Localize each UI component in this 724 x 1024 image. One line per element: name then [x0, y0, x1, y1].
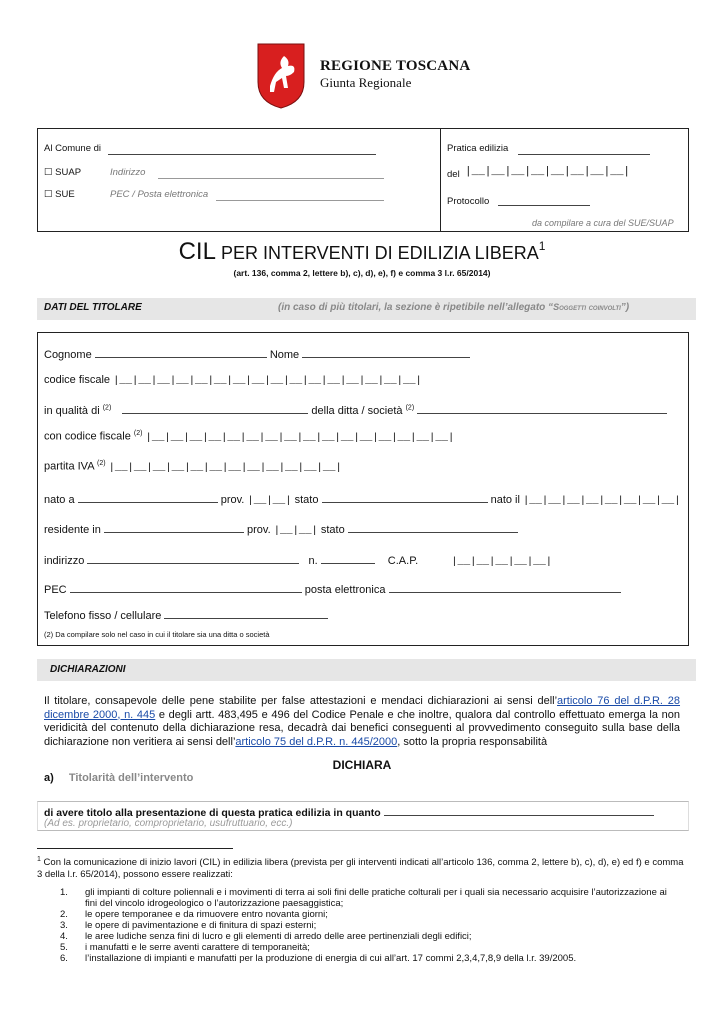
comune-label: Al Comune di	[44, 143, 102, 154]
box-divider	[440, 129, 441, 231]
footnote-list-item	[60, 953, 680, 964]
footnote-list-item	[60, 909, 680, 920]
protocollo-field[interactable]	[498, 195, 590, 206]
ditta-field[interactable]	[417, 403, 667, 414]
qualita-label: in qualità di	[44, 405, 100, 417]
footnote-list-item	[60, 931, 680, 942]
cap-cells[interactable]: |__|__|__|__|__|	[451, 556, 553, 568]
footnote-list-number: 2.	[60, 909, 68, 920]
titolare-heading: DATI DEL TITOLARE	[44, 302, 142, 313]
pec-titolare-label: PEC	[44, 584, 67, 596]
footnote-number: 1	[37, 856, 41, 863]
numero-field[interactable]	[321, 553, 375, 564]
footnote-list-item	[60, 942, 680, 953]
nascita-stato-label: stato	[294, 494, 319, 506]
document-title	[0, 238, 724, 266]
footnote-list-number: 6.	[60, 953, 68, 964]
del-date-cells[interactable]: |__|__|__|__|__|__|__|__|	[465, 166, 631, 178]
row-telefono	[44, 608, 328, 622]
pec-field[interactable]	[216, 188, 384, 201]
footnote	[37, 854, 685, 881]
suap-checkbox[interactable]: ☐ SUAP	[44, 167, 82, 178]
footnote-list-item	[60, 920, 680, 931]
codice-fiscale-cells[interactable]: |__|__|__|__|__|__|__|__|__|__|__|__|__|__|__|__|	[113, 375, 422, 387]
link-art75[interactable]: articolo 75 del d.P.R. n. 445/2000	[235, 735, 398, 748]
pratica-label: Pratica edilizia	[447, 143, 509, 154]
footnote-list-number: 3.	[60, 920, 68, 931]
residente-label: residente in	[44, 524, 101, 536]
nato-il-cells[interactable]: |__|__|__|__|__|__|__|__|	[523, 495, 681, 507]
link-art76[interactable]: articolo 76 del d.P.R. 28 dicembre 2000, n. 445	[44, 695, 681, 721]
nato-a-label: nato a	[44, 494, 75, 506]
nato-a-field[interactable]	[78, 492, 218, 503]
footnote-list-text: l’installazione di impianti e manufatti per la produzione di energia di cui all’art. 17 commi 2,3,4,7,8,9 della l.r. 39/2005.	[85, 953, 577, 964]
titolo-row	[44, 805, 654, 819]
telefono-label: Telefono fisso / cellulare	[44, 610, 162, 622]
indirizzo-field[interactable]	[158, 166, 384, 179]
sue-suap-note: da compilare a cura del SUE/SUAP	[532, 218, 674, 228]
titolare-note-2: (2) Da compilare solo nel caso in cui il titolare sia una ditta o società	[44, 630, 270, 639]
ditta-label: della ditta / società	[311, 405, 403, 417]
nome-label: Nome	[269, 349, 300, 361]
cognome-field[interactable]	[95, 347, 267, 358]
row-cognome	[44, 347, 470, 361]
declaration-paragraph: Il titolare, consapevole delle pene stabilite per false attestazioni e mendaci dichiarazioni ai sensi dell’articolo 76 del d.P.R. 28 dicembre 2000, n. 445 e degli artt. 483,495 e 496 del Codice Penale e che inoltre, qualora dal controllo effettuato emerga la non veridicità del contenuto della dichiarazione resa, decadrà dai benefici conseguenti al provvedimento conseguito sulla base della dichiarazione non veritiera ai sensi dell’articolo 75 del d.P.R. n. 445/2000, sotto la propria responsabilità	[44, 695, 681, 748]
row-residenza	[44, 522, 518, 537]
footnote-list-item	[60, 887, 680, 909]
section-a-title: Titolarità dell’intervento	[68, 772, 194, 784]
row-indirizzo	[44, 553, 552, 568]
qualita-field[interactable]	[122, 403, 308, 414]
protocollo-label: Protocollo	[447, 196, 490, 207]
row-qualita: in qualità di $^{(2)}$ della ditta / società $^{(2)}$	[44, 403, 667, 417]
nato-il-label: nato il	[490, 494, 520, 506]
codice-fiscale-label: codice fiscale	[44, 374, 111, 386]
comune-field[interactable]	[108, 142, 376, 155]
footnote-text: Con la comunicazione di inizio lavori (CIL) in edilizia libera (prevista per gli interventi indicati all’articolo 136, comma 2, lettere b), c), d), e) ed f) e comma 3 della l.r. 65/2014), possono essere realizzati:	[37, 857, 684, 881]
con-cf-label: con codice fiscale	[44, 430, 131, 443]
title-cil: CIL	[178, 238, 216, 265]
residenza-stato-field[interactable]	[348, 522, 518, 533]
cognome-label: Cognome	[44, 349, 92, 361]
title-footnote-ref: 1	[538, 239, 546, 253]
footnote-list-text: le opere di pavimentazione e di finitura di spazi esterni;	[85, 920, 317, 931]
piva-cells[interactable]: |__|__|__|__|__|__|__|__|__|__|__|__|	[108, 461, 342, 474]
row-nascita	[44, 492, 681, 507]
dichiarazioni-section-header	[37, 659, 696, 681]
row-pec	[44, 582, 621, 596]
indirizzo-label: indirizzo	[44, 555, 85, 567]
nome-field[interactable]	[302, 347, 470, 358]
footnote-list	[60, 887, 680, 964]
titolare-note: (in caso di più titolari, la sezione è ripetibile nell’allegato “Soggetti coinvolti”)	[278, 302, 630, 313]
nascita-prov-cells[interactable]: |__|__|	[247, 495, 292, 507]
titolo-text: di avere titolo alla presentazione di questa pratica edilizia in quanto	[44, 807, 381, 819]
residenza-stato-label: stato	[320, 524, 345, 536]
sue-checkbox[interactable]: ☐ SUE	[44, 189, 75, 200]
footnote-list-text: le opere temporanee e da rimuovere entro novanta giorni;	[85, 909, 328, 920]
indirizzo-label: Indirizzo	[110, 167, 146, 178]
residente-field[interactable]	[104, 522, 244, 533]
row-partita-iva: partita IVA $^{(2)}$ |__|__|__|__|__|__|__|__|__|__|__|__|	[44, 460, 342, 474]
numero-label: n.	[308, 555, 318, 567]
org-subname: Giunta Regionale	[320, 75, 412, 90]
posta-label: posta elettronica	[304, 584, 386, 596]
titolo-hint: (Ad es. proprietario, comproprietario, usufruttuario, ecc.)	[44, 818, 293, 829]
residenza-prov-cells[interactable]: |__|__|	[273, 525, 318, 537]
cap-label: C.A.P.	[387, 555, 419, 567]
indirizzo-field[interactable]	[87, 553, 299, 564]
del-label: del	[447, 169, 460, 180]
pec-titolare-field[interactable]	[70, 582, 302, 593]
footnote-list-text: gli impianti di colture poliennali e i movimenti di terra ai soli fini delle pratiche colturali per i quali sia necessario acquisire l’autorizzazione ai fini del vincolo idrogeologico o l’autorizzazione paesaggistica;	[85, 887, 667, 909]
footnote-list-number: 4.	[60, 931, 68, 942]
residenza-prov-label: prov.	[247, 524, 271, 536]
dichiara-heading: DICHIARA	[332, 758, 392, 772]
section-a-letter: a)	[44, 772, 54, 784]
piva-label: partita IVA	[44, 460, 94, 473]
pec-label: PEC / Posta elettronica	[110, 189, 209, 200]
footnote-list-number: 1.	[60, 887, 68, 898]
document-subtitle: (art. 136, comma 2, lettere b), c), d), e), f) e comma 3 l.r. 65/2014)	[233, 268, 491, 278]
titolo-field[interactable]	[384, 805, 654, 816]
footnote-list-text: i manufatti e le serre aventi carattere di temporaneità;	[85, 942, 310, 953]
telefono-field[interactable]	[164, 608, 328, 619]
section-a	[44, 772, 193, 784]
title-rest: PER INTERVENTI DI EDILIZIA LIBERA	[215, 243, 539, 263]
nascita-prov-label: prov.	[220, 494, 245, 506]
regione-toscana-logo	[256, 42, 306, 110]
pratica-field[interactable]	[518, 142, 650, 155]
nascita-stato-field[interactable]	[322, 492, 488, 503]
row-con-cf: con codice fiscale $^{(2)}$ |__|__|__|__|__|__|__|__|__|__|__|__|__|__|__|__|	[44, 430, 455, 444]
row-codice-fiscale	[44, 374, 422, 387]
footnote-rule	[37, 848, 233, 849]
org-name: REGIONE TOSCANA	[320, 58, 471, 74]
footnote-list-text: le aree ludiche senza fini di lucro e gli elementi di arredo delle aree pertinenziali degli edifici;	[85, 931, 472, 942]
posta-field[interactable]	[389, 582, 621, 593]
con-cf-cells[interactable]: |__|__|__|__|__|__|__|__|__|__|__|__|__|__|__|__|	[145, 431, 455, 444]
footnote-list-number: 5.	[60, 942, 68, 953]
dichiarazioni-heading: DICHIARAZIONI	[50, 664, 126, 675]
